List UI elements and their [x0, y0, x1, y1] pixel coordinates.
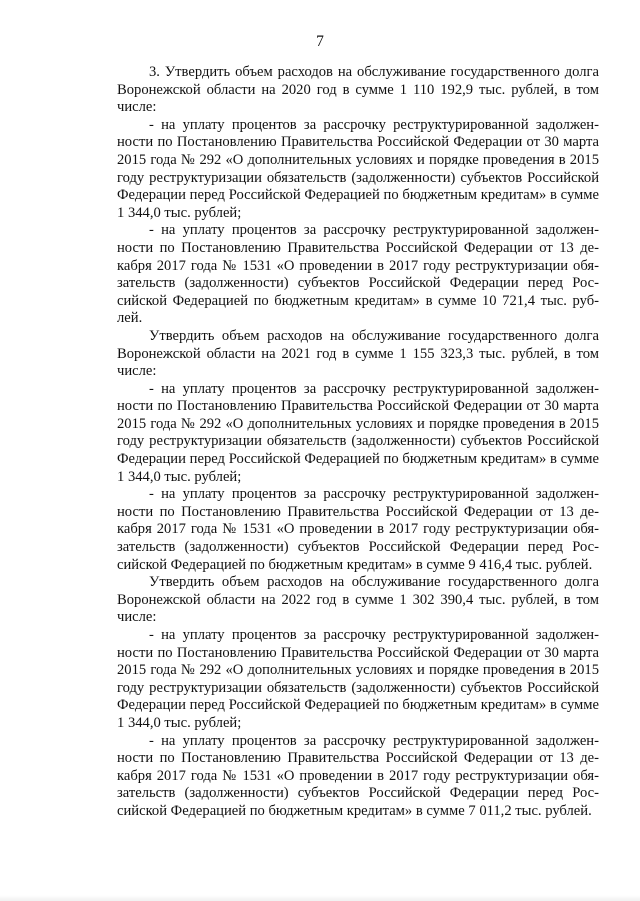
paragraph-2022-total: Утвердить объем расходов на обслуживание государственного долга Воронежской области на 2022 год в сумме 1 302 390,4 тыс. рублей, в том числе: [117, 574, 599, 626]
paragraph-2021-item-1531: - на уплату процентов за рассрочку реструктурированной задолженности по Постановлению Правительства Российской Федерации от 13 декабря 2017 года № 1531 «О проведении в 2017 году реструктуризации обязательств (задолженности) субъектов Российской Федерации перед Российской Федерацией по бюджетным кредитам» в сумме 9 416,4 тыс. рублей. [117, 486, 599, 573]
paragraph-2022-item-1531: - на уплату процентов за рассрочку реструктурированной задолженности по Постановлению Правительства Российской Федерации от 13 декабря 2017 года № 1531 «О проведении в 2017 году реструктуризации обязательств (задолженности) субъектов Российской Федерации перед Российской Федерацией по бюджетным кредитам» в сумме 7 011,2 тыс. рублей. [117, 732, 599, 819]
paragraph-2022-item-292: - на уплату процентов за рассрочку реструктурированной задолженности по Постановлению Правительства Российской Федерации от 30 марта 2015 года № 292 «О дополнительных условиях и порядке проведения в 2015 году реструктуризации обязательств (задолженности) субъектов Российской Федерации перед Российской Федерацией по бюджетным кредитам» в сумме 1 344,0 тыс. рублей; [117, 627, 599, 731]
page-bottom-edge [0, 895, 640, 901]
paragraph-2020-total: 3. Утвердить объем расходов на обслуживание государственного долга Воронежской области на 2020 год в сумме 1 110 192,9 тыс. рублей, в том числе: [117, 64, 599, 116]
page-number: 7 [316, 33, 324, 50]
paragraph-2021-item-292: - на уплату процентов за рассрочку реструктурированной задолженности по Постановлению Правительства Российской Федерации от 30 марта 2015 года № 292 «О дополнительных условиях и порядке проведения в 2015 году реструктуризации обязательств (задолженности) субъектов Российской Федерации перед Российской Федерацией по бюджетным кредитам» в сумме 1 344,0 тыс. рублей; [117, 380, 599, 485]
document-body [117, 64, 599, 821]
paragraph-2020-item-292: - на уплату процентов за рассрочку реструктурированной задолженности по Постановлению Правительства Российской Федерации от 30 марта 2015 года № 292 «О дополнительных условиях и порядке проведения в 2015 году реструктуризации обязательств (задолженности) субъектов Российской Федерации перед Российской Федерацией по бюджетным кредитам» в сумме 1 344,0 тыс. рублей; [117, 116, 599, 221]
paragraph-2020-item-1531: - на уплату процентов за рассрочку реструктурированной задолженности по Постановлению Правительства Российской Федерации от 13 декабря 2017 года № 1531 «О проведении в 2017 году реструктуризации обязательств (задолженности) субъектов Российской Федерации перед Российской Федерацией по бюджетным кредитам» в сумме 10 721,4 тыс. рублей. [117, 222, 599, 327]
paragraph-2021-total: Утвердить объем расходов на обслуживание государственного долга Воронежской области на 2021 год в сумме 1 155 323,3 тыс. рублей, в том числе: [117, 327, 599, 380]
